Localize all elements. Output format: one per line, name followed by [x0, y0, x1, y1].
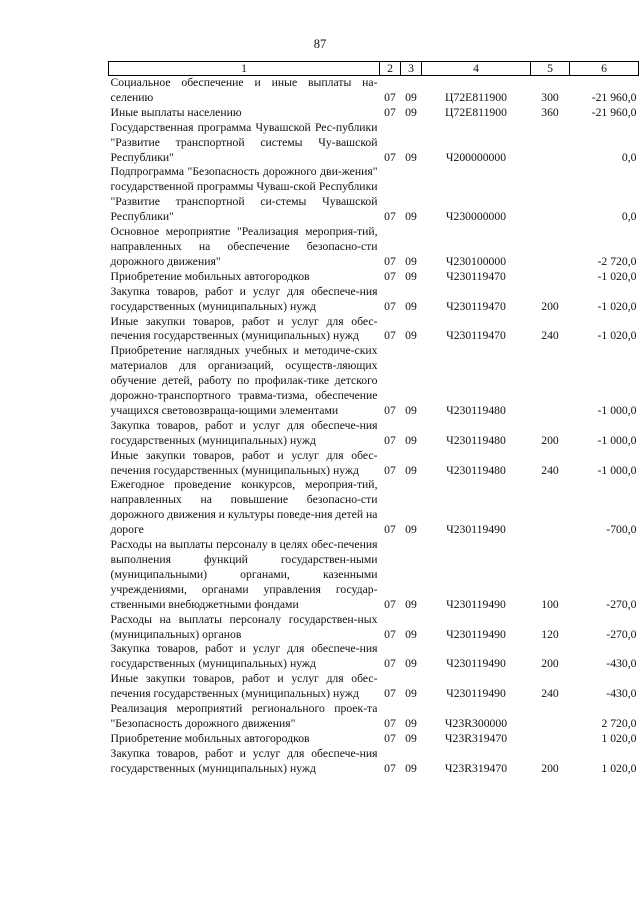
header-row — [109, 62, 639, 76]
section-code: 07 — [384, 150, 396, 164]
page-number: 87 — [313, 37, 327, 51]
expense-type-code — [531, 121, 570, 166]
target-article-code: Ч230119490 — [446, 597, 506, 611]
table-row — [109, 106, 639, 121]
row-description: Государственная программа Чувашской Рес-публики "Развитие транспортной системы Чу-вашской Республики" — [110, 120, 378, 164]
table-row — [109, 344, 639, 419]
row-description: Иные выплаты населению — [110, 105, 242, 119]
amount: -1 000,0 — [597, 403, 637, 417]
target-article-code: Ч230119490 — [446, 687, 506, 701]
target-article-code: Ч230119470 — [446, 299, 506, 313]
expense-type-code: 360 — [541, 105, 559, 119]
subsection-code: 09 — [405, 597, 417, 611]
table-row — [109, 538, 639, 613]
subsection-code: 09 — [405, 329, 417, 343]
amount: -1 020,0 — [597, 329, 637, 343]
expense-type-code: 240 — [541, 687, 559, 701]
target-article-code: Ч200000000 — [445, 150, 507, 164]
section-code: 07 — [384, 299, 396, 313]
table-row — [109, 165, 639, 225]
section-code: 07 — [384, 403, 396, 417]
target-article-code: Ч230000000 — [445, 210, 507, 224]
header-cell: 5 — [531, 62, 570, 76]
expense-type-code: 200 — [541, 761, 559, 775]
section-code: 07 — [384, 105, 396, 119]
section-code: 07 — [384, 269, 396, 283]
row-description: Расходы на выплаты персоналу государствен-ных (муниципальных) органов — [110, 612, 378, 641]
section-code: 07 — [384, 657, 396, 671]
row-description: Приобретение мобильных автогородков — [110, 731, 310, 745]
target-article-code: Ч230119490 — [446, 523, 506, 537]
amount: -270,0 — [606, 627, 637, 641]
row-description: Приобретение наглядных учебных и методиче-ских материалов для организаций, осуществ-ляющих обучение детей, работу по профилак-тике детского дорожно-транспортного травма-тизма, обеспечение учащихся световозвраща-ющими элементами — [110, 344, 378, 417]
section-code: 07 — [384, 90, 396, 104]
section-code: 07 — [384, 597, 396, 611]
subsection-code: 09 — [405, 150, 417, 164]
expense-type-code: 200 — [541, 299, 559, 313]
row-description: Ежегодное проведение конкурсов, мероприя-тий, направленных на повышение безопасно-сти дорожного движения и культуры поведе-ния детей на дороге — [110, 478, 378, 537]
amount: 1 020,0 — [601, 761, 637, 775]
row-description: Реализация мероприятий регионального проек-та "Безопасность дорожного движения" — [110, 702, 378, 730]
subsection-code: 09 — [405, 433, 417, 447]
section-code: 07 — [384, 254, 396, 268]
expense-type-code: 120 — [541, 627, 559, 641]
subsection-code: 09 — [405, 657, 417, 671]
section-code: 07 — [384, 210, 396, 224]
header-cell: 3 — [401, 62, 422, 76]
subsection-code: 09 — [405, 523, 417, 537]
budget-table — [108, 61, 639, 777]
row-description: Закупка товаров, работ и услуг для обеспече-ния государственных (муниципальных) нужд — [110, 746, 378, 775]
header-cell: 4 — [422, 62, 531, 76]
target-article-code: Ч230119490 — [446, 627, 506, 641]
header-cell: 6 — [570, 62, 639, 76]
subsection-code: 09 — [405, 90, 417, 104]
subsection-code: 09 — [405, 716, 417, 730]
amount: -21 960,0 — [591, 105, 637, 119]
table-row — [109, 419, 639, 449]
table-row — [109, 76, 639, 106]
subsection-code: 09 — [405, 731, 417, 745]
target-article-code: Ч23R319470 — [444, 731, 508, 745]
expense-type-code — [531, 225, 570, 270]
amount: -21 960,0 — [591, 90, 637, 104]
section-code: 07 — [384, 716, 396, 730]
target-article-code: Ч230100000 — [445, 254, 507, 268]
row-description: Закупка товаров, работ и услуг для обеспече-ния государственных (муниципальных) нужд — [110, 284, 378, 313]
subsection-code: 09 — [405, 403, 417, 417]
section-code: 07 — [384, 463, 396, 477]
table-row — [109, 732, 639, 747]
table-row — [109, 672, 639, 702]
target-article-code: Ч230119470 — [446, 269, 506, 283]
section-code: 07 — [384, 731, 396, 745]
table-body — [109, 76, 639, 777]
row-description: Подпрограмма "Безопасность дорожного дви-жения" государственной программы Чуваш-ской Республики "Развитие транспортной си-стемы Чувашской Республики" — [110, 165, 378, 224]
table-row — [109, 478, 639, 538]
subsection-code: 09 — [405, 299, 417, 313]
target-article-code: Ч23R300000 — [444, 716, 508, 730]
expense-type-code — [531, 270, 570, 285]
expense-type-code: 200 — [541, 433, 559, 447]
amount: -700,0 — [606, 523, 637, 537]
header-cell: 1 — [109, 62, 380, 76]
amount: 0,0 — [621, 150, 637, 164]
subsection-code: 09 — [405, 254, 417, 268]
expense-type-code: 300 — [541, 90, 559, 104]
subsection-code: 09 — [405, 210, 417, 224]
expense-type-code: 200 — [541, 657, 559, 671]
section-code: 07 — [384, 687, 396, 701]
row-description: Иные закупки товаров, работ и услуг для обес-печения государственных (муниципальных) нужд — [110, 672, 378, 701]
expense-type-code: 100 — [541, 597, 559, 611]
amount: 0,0 — [621, 210, 637, 224]
amount: 2 720,0 — [601, 716, 637, 730]
table-row — [109, 315, 639, 345]
amount: -2 720,0 — [597, 254, 637, 268]
section-code: 07 — [384, 433, 396, 447]
subsection-code: 09 — [405, 105, 417, 119]
table-row — [109, 702, 639, 732]
row-description: Расходы на выплаты персоналу в целях обес-печения выполнения функций государствен-ными (муниципальными) органами, казенными учреждениями, органами управления государ-ственными внебюджетными фондами — [110, 538, 378, 611]
table-row — [109, 285, 639, 315]
amount: -1 000,0 — [597, 433, 637, 447]
row-description: Приобретение мобильных автогородков — [110, 269, 310, 283]
target-article-code: Ч230119470 — [446, 329, 506, 343]
subsection-code: 09 — [405, 687, 417, 701]
header-cell: 2 — [380, 62, 401, 76]
amount: -270,0 — [606, 597, 637, 611]
table-row — [109, 225, 639, 270]
row-description: Закупка товаров, работ и услуг для обеспече-ния государственных (муниципальных) нужд — [110, 418, 378, 447]
expense-type-code — [531, 732, 570, 747]
target-article-code: Ч230119480 — [446, 433, 506, 447]
expense-type-code: 240 — [541, 463, 559, 477]
expense-type-code — [531, 344, 570, 419]
subsection-code: 09 — [405, 761, 417, 775]
amount: -430,0 — [606, 657, 637, 671]
table-row — [109, 121, 639, 166]
target-article-code: Ц72Е811900 — [445, 90, 507, 104]
table-row — [109, 642, 639, 672]
section-code: 07 — [384, 329, 396, 343]
amount: -1 020,0 — [597, 299, 637, 313]
amount: -1 020,0 — [597, 269, 637, 283]
expense-type-code — [531, 478, 570, 538]
row-description: Основное мероприятие "Реализация мероприя-тий, направленных на обеспечение безопасно-сти дорожного движения" — [110, 225, 378, 268]
subsection-code: 09 — [405, 627, 417, 641]
target-article-code: Ц72Е811900 — [445, 105, 507, 119]
amount: -430,0 — [606, 687, 637, 701]
table-row — [109, 613, 639, 643]
section-code: 07 — [384, 761, 396, 775]
subsection-code: 09 — [405, 463, 417, 477]
amount: -1 000,0 — [597, 463, 637, 477]
row-description: Социальное обеспечение и иные выплаты на-селению — [110, 76, 378, 104]
amount: 1 020,0 — [601, 731, 637, 745]
table-row — [109, 449, 639, 479]
row-description: Иные закупки товаров, работ и услуг для обес-печения государственных (муниципальных) нужд — [110, 314, 378, 343]
target-article-code: Ч230119480 — [446, 403, 506, 417]
table-row — [109, 747, 639, 777]
subsection-code: 09 — [405, 269, 417, 283]
row-description: Иные закупки товаров, работ и услуг для обес-печения государственных (муниципальных) нужд — [110, 448, 378, 477]
section-code: 07 — [384, 627, 396, 641]
row-description: Закупка товаров, работ и услуг для обеспече-ния государственных (муниципальных) нужд — [110, 642, 378, 671]
expense-type-code: 240 — [541, 329, 559, 343]
expense-type-code — [531, 165, 570, 225]
expense-type-code — [531, 702, 570, 732]
target-article-code: Ч23R319470 — [444, 761, 508, 775]
section-code: 07 — [384, 523, 396, 537]
target-article-code: Ч230119490 — [446, 657, 506, 671]
table-row — [109, 270, 639, 285]
target-article-code: Ч230119480 — [446, 463, 506, 477]
